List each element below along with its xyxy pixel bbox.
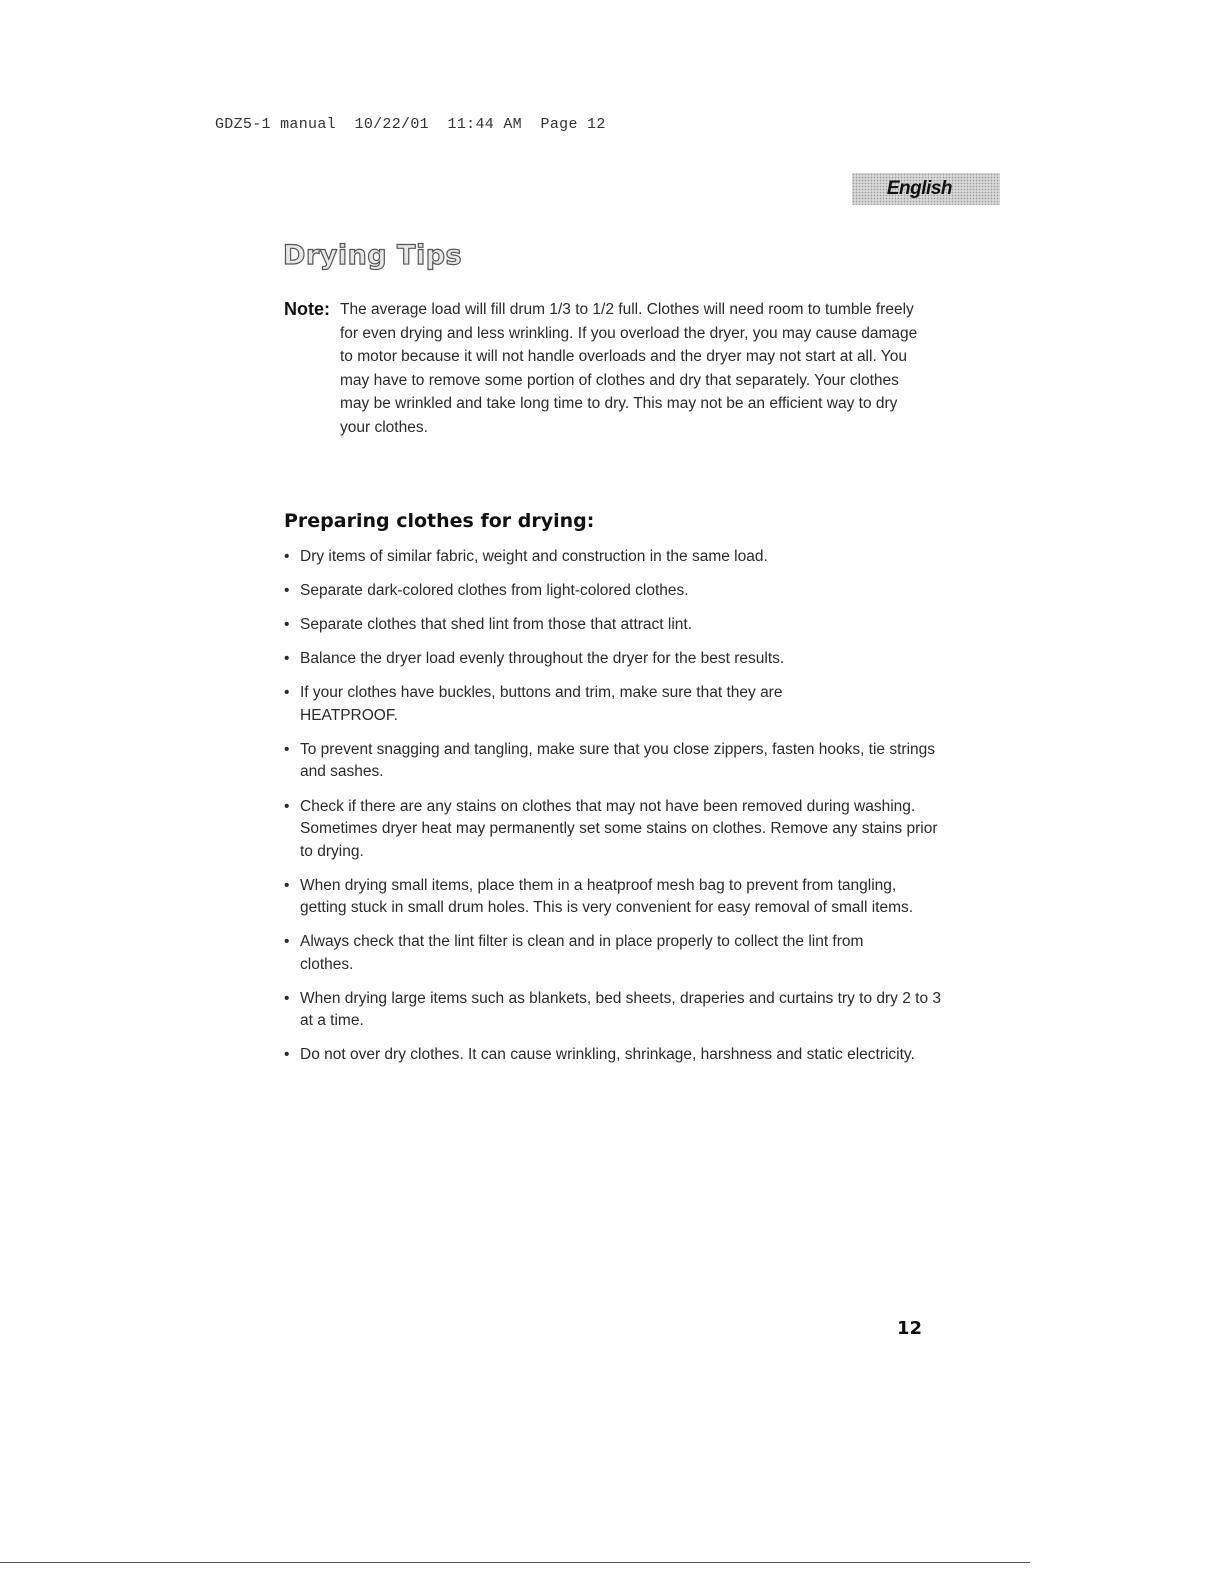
list-item (284, 739, 944, 784)
bullet-icon: • (284, 876, 290, 894)
bullet-icon: • (284, 684, 290, 702)
note-block (284, 298, 944, 440)
section-heading: Preparing clothes for drying: (284, 510, 595, 532)
list-item (284, 1044, 930, 1067)
bullet-icon: • (284, 616, 290, 634)
list-item-text: Separate dark-colored clothes from light-colored clothes. (300, 582, 689, 600)
list-item-text: When drying small items, place them in a heatproof mesh bag to prevent from tangling, getting stuck in small drum holes. This is very convenient for easy removal of small items. (300, 876, 914, 917)
bullet-icon: • (284, 650, 290, 668)
bullet-icon: • (284, 548, 290, 565)
list-item-text: Do not over dry clothes. It can cause wrinkling, shrinkage, harshness and static electricity. (300, 1046, 915, 1064)
print-slug: GDZ5-1 manual 10/22/01 11:44 AM Page 12 (215, 116, 606, 133)
bottom-rule (0, 1562, 1030, 1563)
bullet-icon: • (284, 933, 290, 951)
list-item-text: Balance the dryer load evenly throughout the dryer for the best results. (300, 650, 785, 668)
list-item (284, 988, 950, 1033)
list-item-text: When drying large items such as blankets, bed sheets, draperies and curtains try to dry 2 to 3 at a time. (300, 989, 941, 1030)
list-item (284, 580, 944, 603)
bullet-icon: • (284, 740, 290, 758)
list-item (284, 682, 820, 727)
language-tab-label: English (886, 178, 952, 199)
list-item (284, 931, 920, 976)
list-item (284, 648, 944, 671)
list-item-text: If your clothes have buckles, buttons and trim, make sure that they are HEATPROOF. (300, 684, 783, 724)
bullet-icon: • (284, 989, 290, 1007)
list-item (284, 546, 944, 569)
list-item-text: To prevent snagging and tangling, make sure that you close zippers, fasten hooks, tie strings and sashes. (300, 740, 936, 781)
bullet-icon: • (284, 1046, 290, 1064)
list-item (284, 796, 940, 864)
note-text: The average load will fill drum 1/3 to 1/2 full. Clothes will need room to tumble freely for even drying and less wrinkling. If you overload the dryer, you may cause damage to motor because it will not handle overloads and the dryer may not start at all. You may have to remove some portion of clothes and dry that separately. Your clothes may be wrinkled and take long time to dry. This may not be an efficient way to dry your clothes. (340, 301, 918, 436)
bullet-icon: • (284, 797, 290, 815)
note-label: Note: (284, 299, 330, 319)
page-number: 12 (897, 1318, 923, 1339)
list-item-text: Separate clothes that shed lint from those that attract lint. (300, 616, 693, 634)
tips-list (284, 546, 944, 1079)
bullet-icon: • (284, 582, 290, 600)
list-item (284, 875, 925, 920)
language-tab (852, 173, 1000, 205)
list-item-text: Check if there are any stains on clothes that may not have been removed during washing. Sometimes dryer heat may permanently set some stains on clothes. Remove any stains prior to drying. (300, 797, 938, 860)
list-item (284, 614, 944, 637)
list-item-text: Always check that the lint filter is clean and in place properly to collect the lint from clothes. (300, 933, 864, 973)
page-title: Drying Tips (283, 240, 463, 271)
list-item-text: Dry items of similar fabric, weight and construction in the same load. (300, 548, 768, 565)
